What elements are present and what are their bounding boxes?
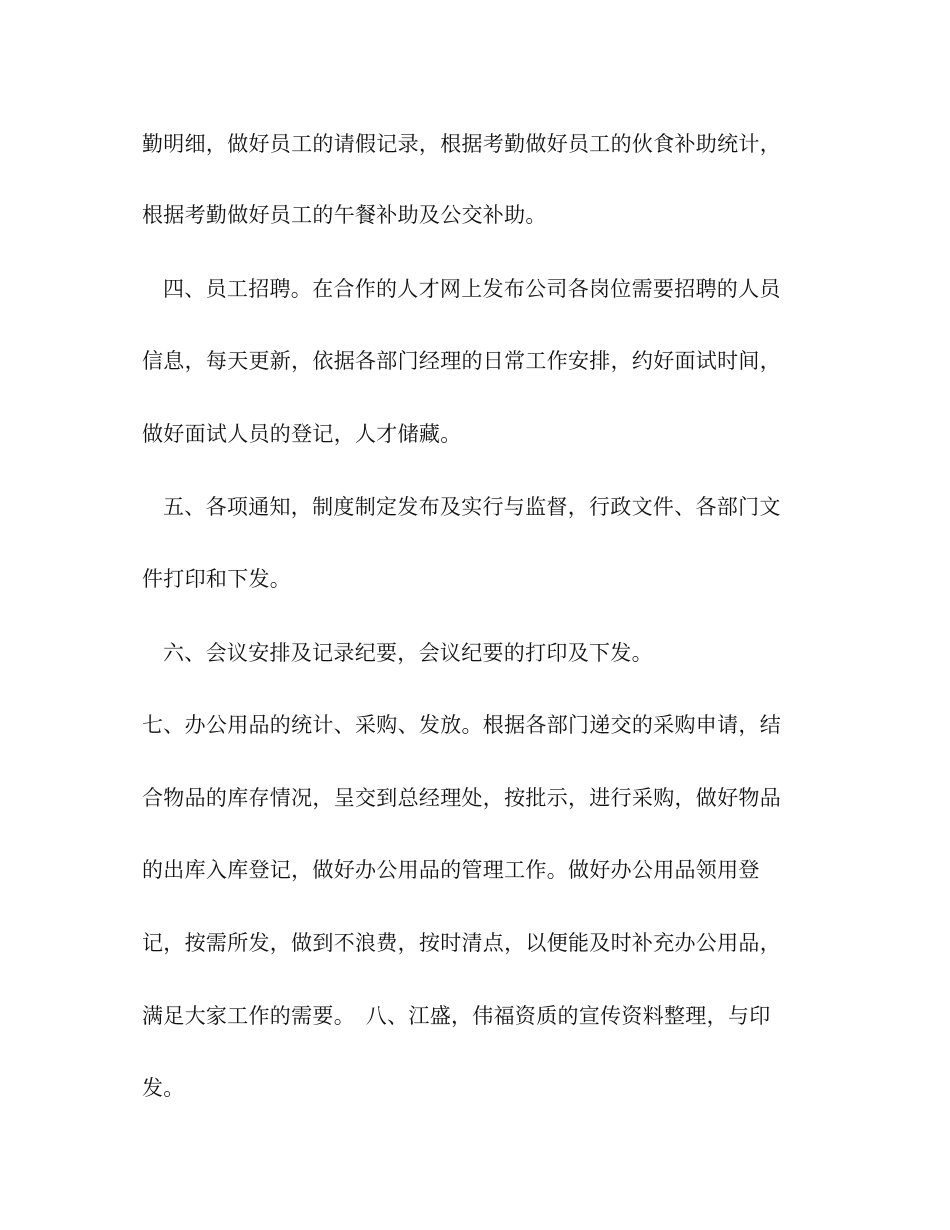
- paragraph-7-heading-line: 七、办公用品的统计、采购、发放。根据各部门递交的采购申请，结: [142, 713, 781, 737]
- text-line: 勤明细，做好员工的请假记录，根据考勤做好员工的伙食补助统计，: [142, 132, 781, 156]
- text-line: 满足大家工作的需要。 八、江盛，伟福资质的宣传资料整理，与印: [142, 1004, 771, 1028]
- text-line: 记，按需所发，做到不浪费，按时清点，以便能及时补充办公用品，: [142, 931, 781, 955]
- text-line: 做好面试人员的登记，人才储藏。: [142, 422, 462, 446]
- paragraph-5-heading-line: 五、各项通知，制度制定发布及实行与监督，行政文件、各部门文: [163, 495, 781, 519]
- text-line: 发。: [142, 1076, 185, 1100]
- text-line: 合物品的库存情况，呈交到总经理处，按批示，进行采购，做好物品: [142, 786, 781, 810]
- text-line: 件打印和下发。: [142, 567, 292, 591]
- text-line: 的出库入库登记，做好办公用品的管理工作。做好办公用品领用登: [142, 858, 760, 882]
- text-line: 信息，每天更新，依据各部门经理的日常工作安排，约好面试时间，: [142, 349, 781, 373]
- paragraph-4-heading-line: 四、员工招聘。在合作的人才网上发布公司各岗位需要招聘的人员: [163, 277, 781, 301]
- text-line: 根据考勤做好员工的午餐补助及公交补助。: [142, 203, 547, 227]
- paragraph-6-heading-line: 六、会议安排及记录纪要，会议纪要的打印及下发。: [163, 641, 653, 665]
